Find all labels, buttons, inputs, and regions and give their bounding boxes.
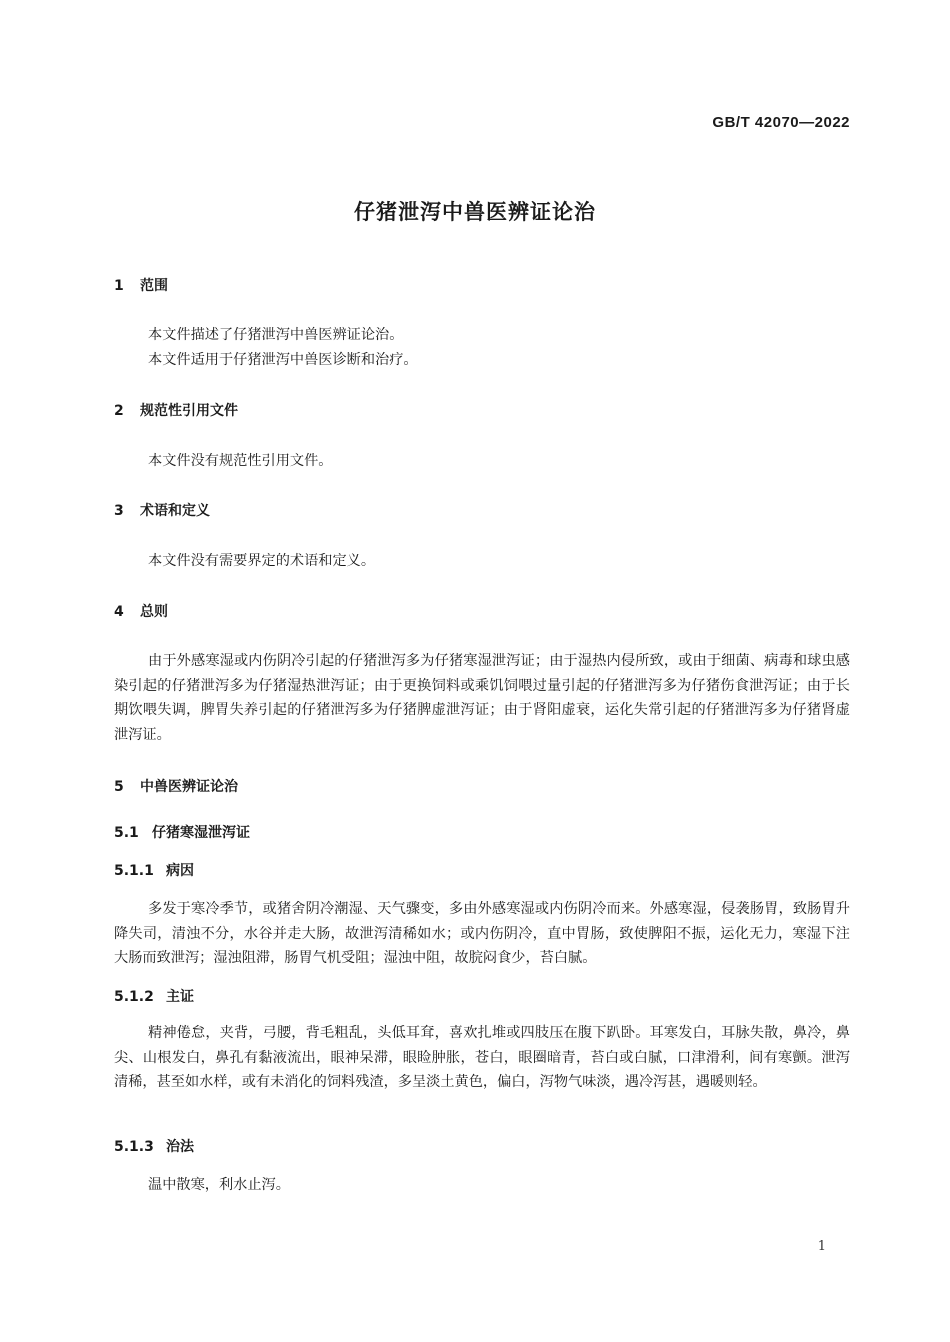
section-5-1-2-paragraph-1: 精神倦怠，夹背，弓腰，背毛粗乱，头低耳耷，喜欢扎堆或四肢压在腹下趴卧。耳寒发白，耳脉失散，鼻冷，鼻尖、山根发白，鼻孔有黏液流出，眼神呆滞，眼睑肿胀，苍白，眼圈暗青，苔白或白腻，口津滑利，间有寒颤。泄泻清稀，甚至如水样，或有未消化的饲料残渣，多呈淡土黄色，偏白，泻物气味淡，遇冷泻甚，遇暖则轻。 bbox=[114, 1025, 850, 1091]
page-number: 1 bbox=[817, 1239, 826, 1254]
section-number: 5 bbox=[114, 779, 124, 795]
section-5-heading bbox=[114, 777, 238, 797]
section-title: 术语和定义 bbox=[140, 503, 210, 519]
section-3-heading bbox=[114, 501, 210, 521]
section-3-paragraph-1: 本文件没有需要界定的术语和定义。 bbox=[148, 553, 376, 569]
section-title: 仔猪寒湿泄泻证 bbox=[152, 825, 250, 841]
section-2-paragraph-1: 本文件没有规范性引用文件。 bbox=[148, 453, 333, 469]
section-1-paragraph-1: 本文件描述了仔猪泄泻中兽医辨证论治。 bbox=[148, 327, 404, 343]
section-4-paragraph-1: 由于外感寒湿或内伤阴冷引起的仔猪泄泻多为仔猪寒湿泄泻证；由于湿热内侵所致，或由于细菌、病毒和球虫感染引起的仔猪泄泻多为仔猪湿热泄泻证；由于更换饲料或乘饥饲喂过量引起的仔猪泄泻多为仔猪伤食泄泻证；由于长期饮喂失调，脾胃失养引起的仔猪泄泻多为仔猪脾虚泄泻证；由于肾阳虚衰，运化失常引起的仔猪泄泻多为仔猪肾虚泄泻证。 bbox=[114, 653, 850, 743]
document-title: 仔猪泄泻中兽医辨证论治 bbox=[354, 200, 596, 224]
section-5-1-1-paragraph-1: 多发于寒冷季节，或猪舍阴冷潮湿、天气骤变，多由外感寒湿或内伤阴冷而来。外感寒湿，侵袭肠胃，致肠胃升降失司，清浊不分，水谷并走大肠，故泄泻清稀如水；或内伤阴冷，直中胃肠，致使脾阳不振，运化无力，寒湿下注大肠而致泄泻；湿浊阻滞，肠胃气机受阻；湿浊中阻，故脘闷食少，苔白腻。 bbox=[114, 901, 850, 967]
section-title: 主证 bbox=[166, 989, 194, 1005]
section-4-heading bbox=[114, 602, 168, 622]
section-number: 5.1.3 bbox=[114, 1139, 154, 1155]
section-title: 总则 bbox=[140, 604, 168, 620]
section-5-1-1-heading bbox=[114, 861, 194, 881]
section-title: 规范性引用文件 bbox=[140, 403, 238, 419]
section-number: 5.1 bbox=[114, 825, 139, 841]
section-5-1-2-heading bbox=[114, 987, 194, 1007]
section-title: 中兽医辨证论治 bbox=[140, 779, 238, 795]
section-number: 5.1.1 bbox=[114, 863, 154, 879]
section-1-heading bbox=[114, 276, 168, 296]
section-5-1-3-paragraph-1: 温中散寒，利水止泻。 bbox=[148, 1177, 290, 1193]
section-2-heading bbox=[114, 401, 238, 421]
section-5-1-3-heading bbox=[114, 1137, 194, 1157]
section-number: 1 bbox=[114, 278, 124, 294]
section-number: 4 bbox=[114, 604, 124, 620]
section-title: 病因 bbox=[166, 863, 194, 879]
section-number: 3 bbox=[114, 503, 124, 519]
standard-code: GB/T 42070—2022 bbox=[712, 114, 850, 131]
section-5-1-heading bbox=[114, 823, 250, 843]
section-title: 治法 bbox=[166, 1139, 194, 1155]
section-number: 2 bbox=[114, 403, 124, 419]
section-title: 范围 bbox=[140, 278, 168, 294]
section-number: 5.1.2 bbox=[114, 989, 154, 1005]
section-1-paragraph-2: 本文件适用于仔猪泄泻中兽医诊断和治疗。 bbox=[148, 352, 418, 368]
